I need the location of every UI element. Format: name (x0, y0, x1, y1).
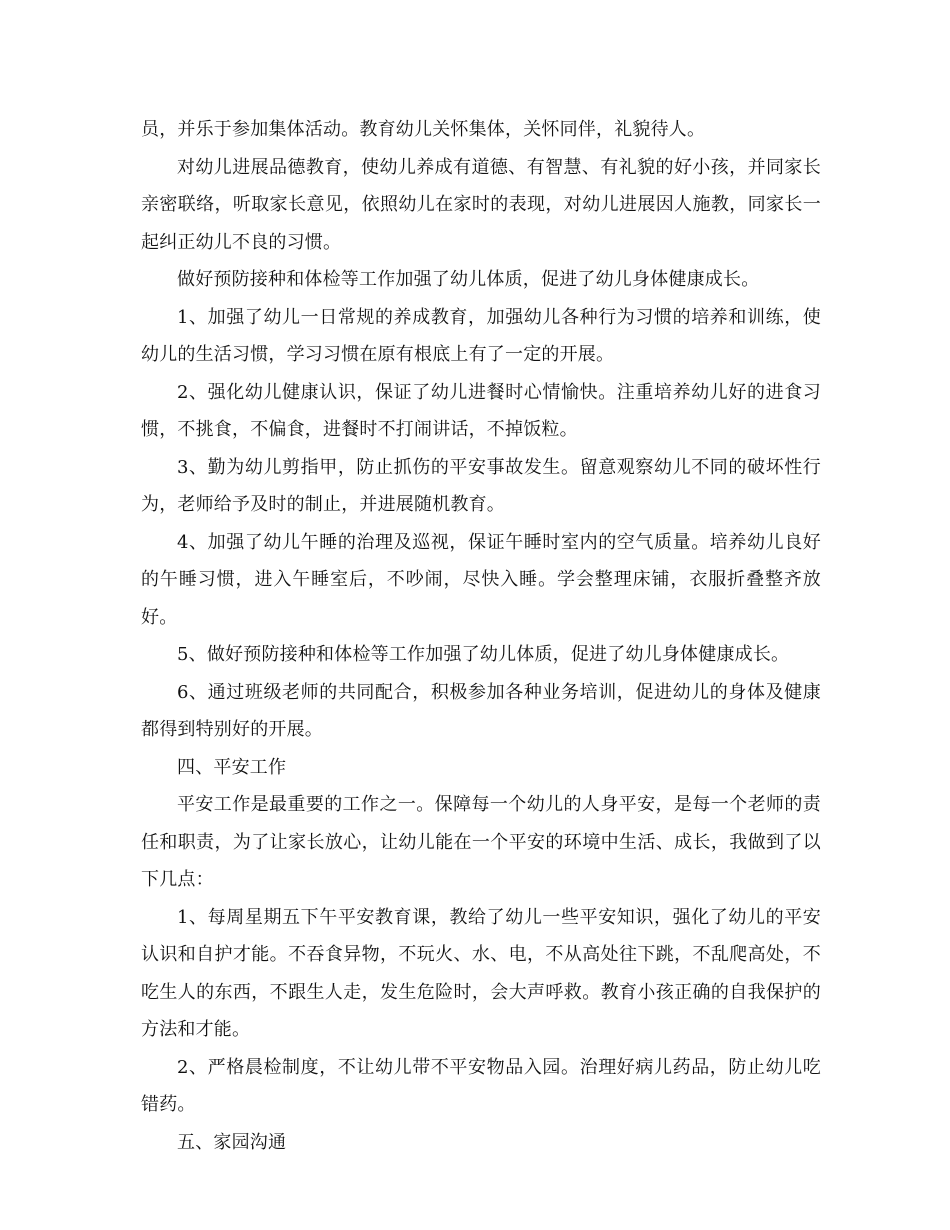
list-item: 3、勤为幼儿剪指甲，防止抓伤的平安事故发生。留意观察幼儿不同的破坏性行为，老师给予及时的制止，并进展随机教育。 (141, 456, 821, 515)
paragraph: 平安工作是最重要的工作之一。保障每一个幼儿的人身平安，是每一个老师的责任和职责，为了让家长放心，让幼儿能在一个平安的环境中生活、成长，我做到了以下几点： (141, 794, 821, 890)
document-body (141, 111, 821, 1161)
list-item: 1、加强了幼儿一日常规的养成教育，加强幼儿各种行为习惯的培养和训练，使幼儿的生活习惯，学习习惯在原有根底上有了一定的开展。 (141, 306, 821, 365)
list-item: 5、做好预防接种和体检等工作加强了幼儿体质，促进了幼儿身体健康成长。 (177, 644, 790, 665)
paragraph: 对幼儿进展品德教育，使幼儿养成有道德、有智慧、有礼貌的好小孩，并同家长亲密联络，听取家长意见，依照幼儿在家时的表现，对幼儿进展因人施教，同家长一起纠正幼儿不良的习惯。 (141, 156, 821, 253)
list-item: 6、通过班级老师的共同配合，积极参加各种业务培训，促进幼儿的身体及健康都得到特别好的开展。 (141, 681, 821, 740)
paragraph: 做好预防接种和体检等工作加强了幼儿体质，促进了幼儿身体健康成长。 (177, 269, 760, 290)
section-heading: 四、平安工作 (177, 756, 287, 778)
list-item: 2、强化幼儿健康认识，保证了幼儿进餐时心情愉快。注重培养幼儿好的进食习惯，不挑食，不偏食，进餐时不打闹讲话，不掉饭粒。 (141, 381, 821, 440)
list-item: 4、加强了幼儿午睡的治理及巡视，保证午睡时室内的空气质量。培养幼儿良好的午睡习惯，进入午睡室后，不吵闹，尽快入睡。学会整理床铺，衣服折叠整齐放好。 (141, 531, 821, 628)
list-item: 2、严格晨检制度，不让幼儿带不平安物品入园。治理好病儿药品，防止幼儿吃错药。 (141, 1056, 821, 1115)
paragraph: 员，并乐于参加集体活动。教育幼儿关怀集体，关怀同伴，礼貌待人。 (141, 119, 706, 140)
section-heading: 五、家园沟通 (177, 1131, 287, 1153)
list-item: 1、每周星期五下午平安教育课，教给了幼儿一些平安知识，强化了幼儿的平安认识和自护才能。不吞食异物，不玩火、水、电，不从高处往下跳，不乱爬高处，不吃生人的东西，不跟生人走，发生危险时，会大声呼救。教育小孩正确的自我保护的方法和才能。 (141, 906, 821, 1040)
